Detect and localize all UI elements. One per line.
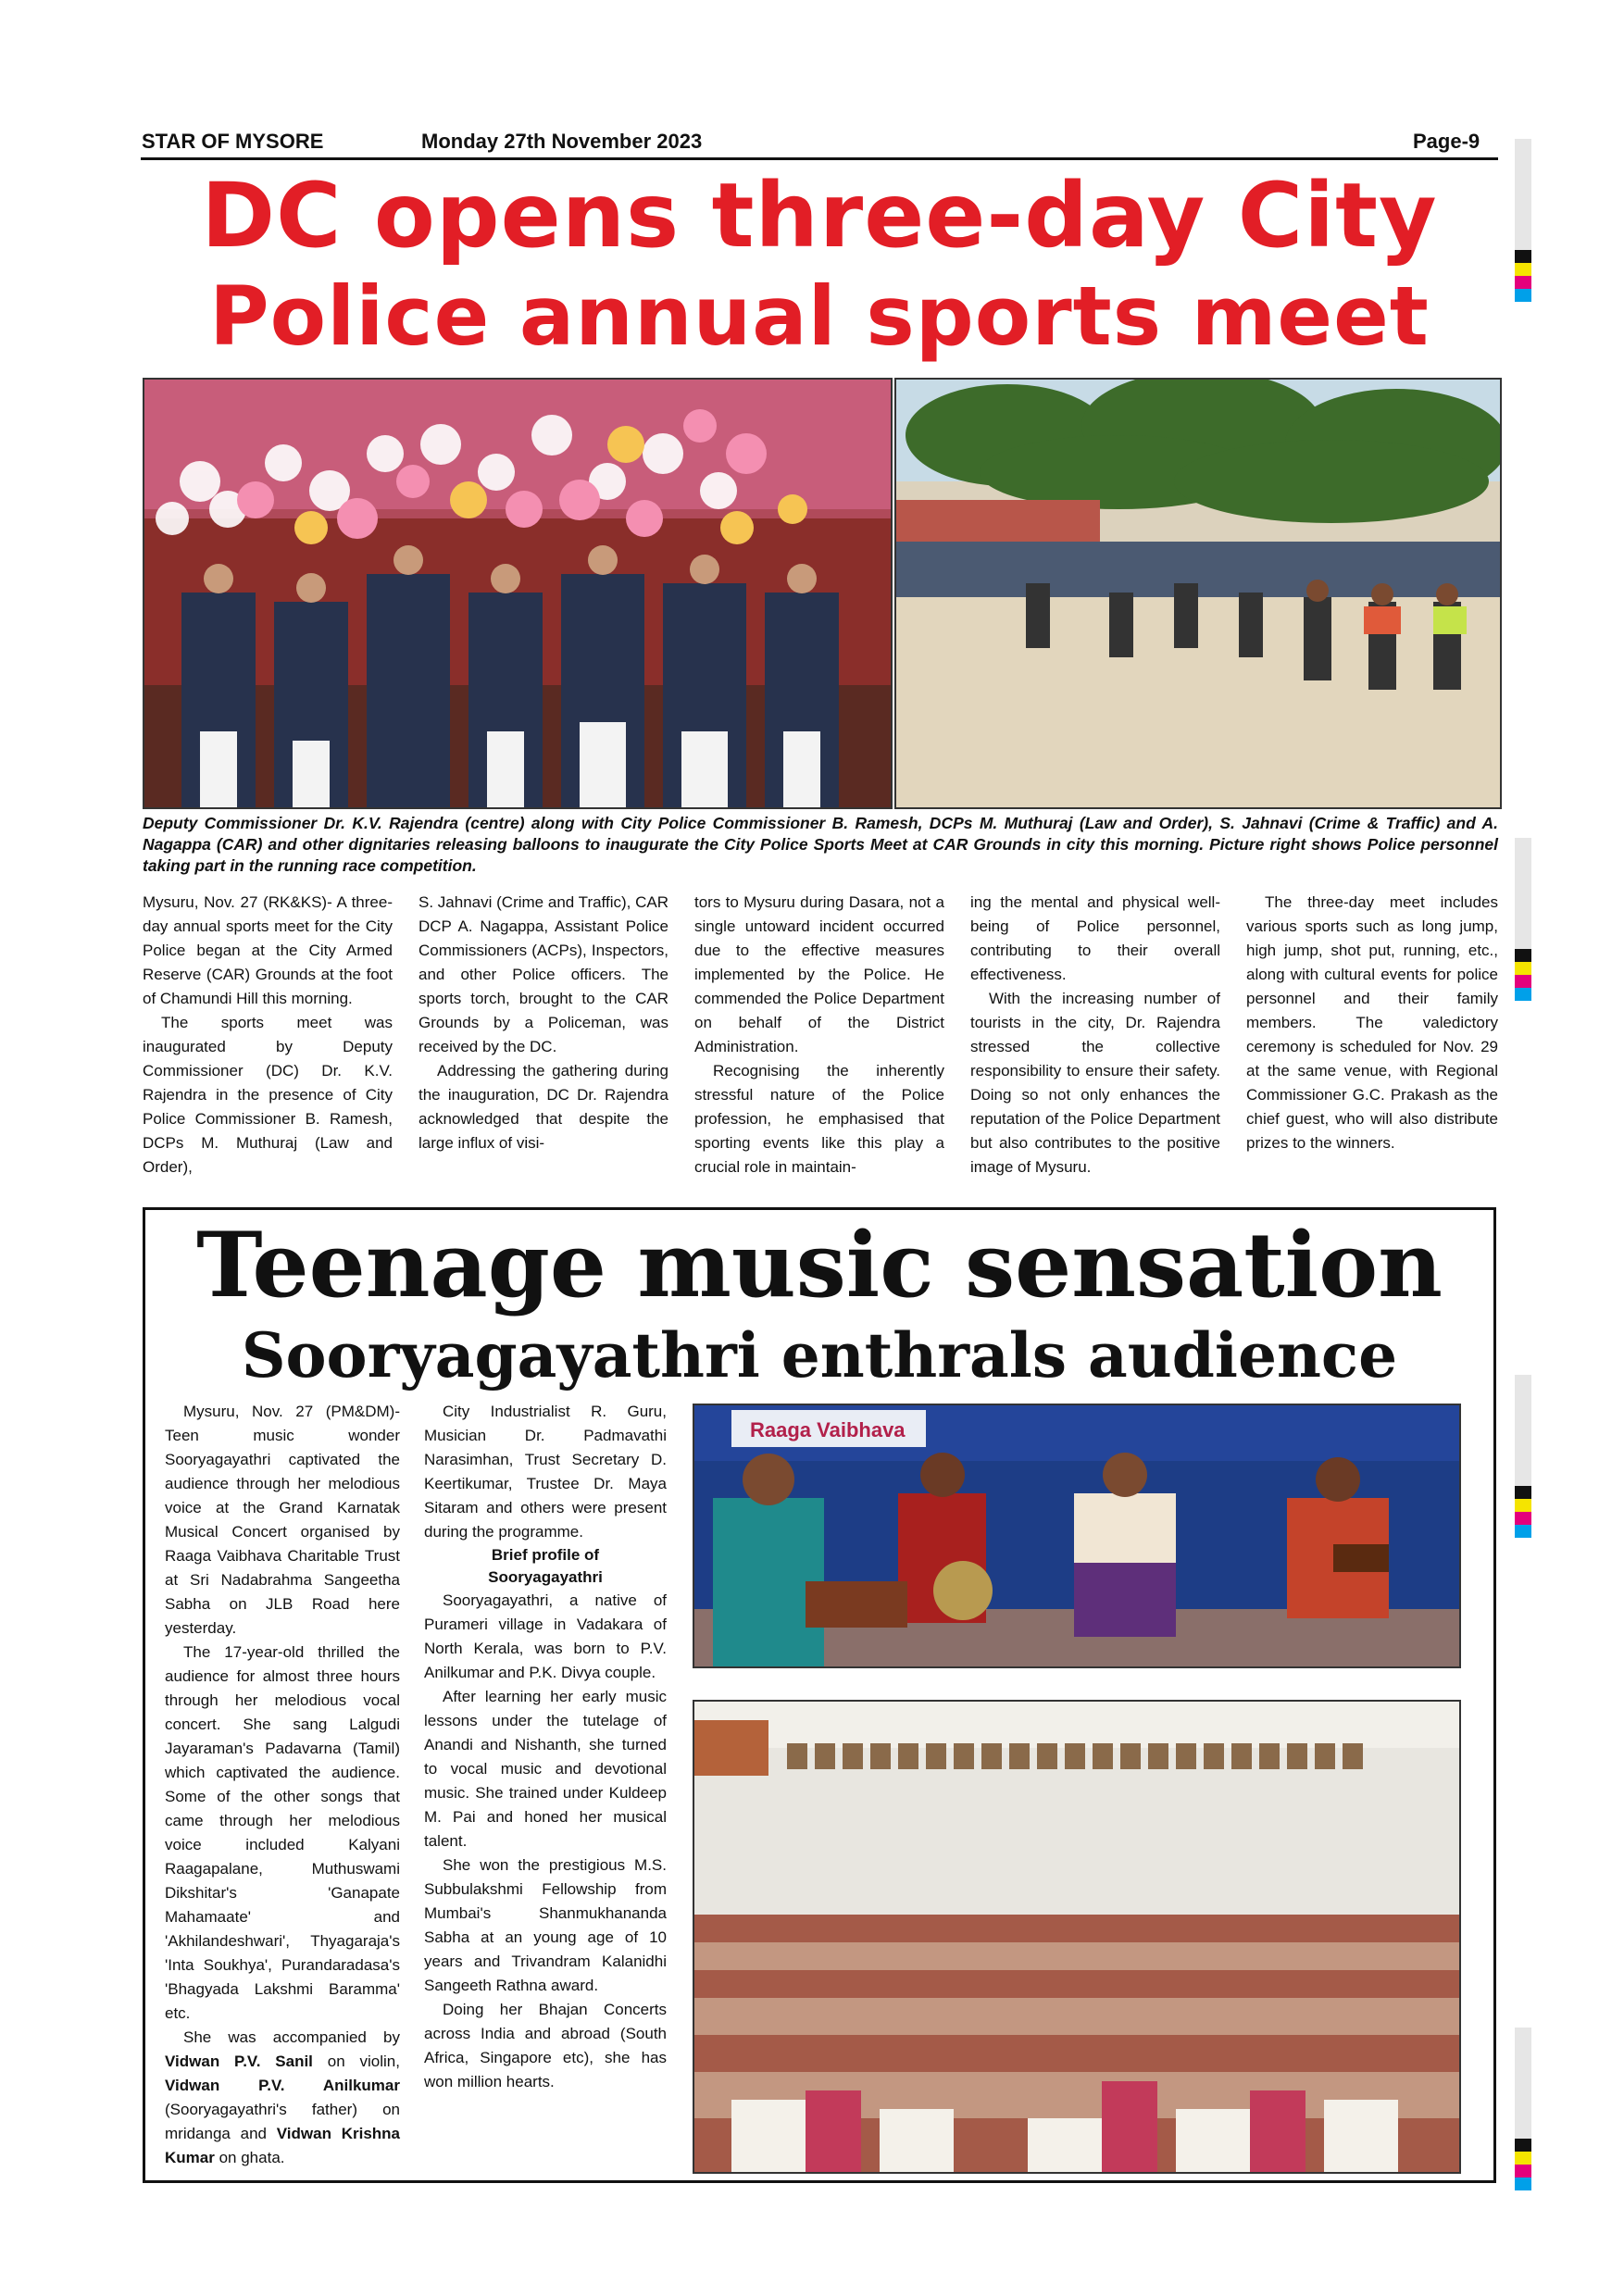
accompanist-name: Vidwan P.V. Sanil — [165, 2053, 313, 2070]
story1-col4-para: ing the mental and physical well-being of Police personnel, contributing to their overall effectiveness. — [970, 893, 1220, 983]
story1-headline-line2: Police annual sports meet — [209, 268, 1430, 364]
photo-balloon-release — [143, 378, 893, 809]
text-run: (Sooryagayathri's father) on mridanga and — [165, 2101, 400, 2142]
story2-column-1 — [165, 1400, 400, 2170]
story1-col4-para: With the increasing number of tourists in the city, Dr. Rajendra stressed the collective responsibility to ensure their safety. Doing so not only enhances the reputation of the Police Department but also contributes to the positive image of Mysuru. — [970, 990, 1220, 1176]
photo-running-race — [894, 378, 1502, 809]
story2-col2-para: City Industrialist R. Guru, Musician Dr. Padmavathi Narasimhan, Trust Secretary D. Keertikumar, Trustee Dr. Maya Sitaram and others were present during the programme. — [424, 1403, 667, 1541]
paper-name: STAR OF MYSORE — [142, 130, 324, 153]
story2-col1-para: Mysuru, Nov. 27 (PM&DM)- Teen music wonder Sooryagayathri captivated the audience through her melodious voice at the Grand Karnatak Musical Concert organised by Raaga Vaibhava Charitable Trust at Sri Nadabrahma Sangeetha Sabha on JLB Road here yesterday. — [165, 1403, 400, 1637]
profile-subhead: Brief profile of — [491, 1546, 600, 1564]
story2-col2-para: She won the prestigious M.S. Subbulakshmi Fellowship from Mumbai's Shanmukhananda Sabha at an young age of 10 years and Trivandram Kalanidhi Sangeeth Rathna award. — [424, 1856, 667, 1994]
photo-concert-stage — [693, 1404, 1461, 1668]
story1-headline-line1: DC opens three-day City — [201, 164, 1438, 268]
story1-col3-para: tors to Mysuru during Dasara, not a single untoward incident occurred due to the effective measures implemented by the Police. He commended the Police Department on behalf of the District Administration. — [694, 893, 944, 1055]
story2-col2-para: Sooryagayathri, a native of Purameri village in Vadakara of North Kerala, was born to P.V. Anilkumar and P.K. Divya couple. — [424, 1591, 667, 1681]
text-run: She was accompanied by — [183, 2028, 400, 2046]
story2-col2-para: After learning her early music lessons under the tutelage of Anandi and Nishanth, she turned to vocal music and devotional music. She trained under Kuldeep M. Pai and honed her musical talent. — [424, 1688, 667, 1850]
story2-accompanists-para — [165, 2026, 400, 2170]
accompanist-name: Vidwan P.V. Anilkumar — [165, 2077, 400, 2094]
story2-col2-para: Doing her Bhajan Concerts across India and abroad (South Africa, Singapore etc), she has won million hearts. — [424, 2001, 667, 2090]
header-rule — [141, 157, 1498, 160]
story1-col1-para: The sports meet was inaugurated by Deputy Commissioner (DC) Dr. K.V. Rajendra in the presence of City Police Commissioner B. Ramesh, DCPs M. Muthuraj (Law and Order), — [143, 1014, 393, 1176]
story1-caption: Deputy Commissioner Dr. K.V. Rajendra (centre) along with City Police Commissioner B. Ramesh, DCPs M. Muthuraj (Law and Order), S. Jahnavi (Crime & Traffic) and A. Nagappa (CAR) and other dignitaries releasing balloons to inaugurate the City Police Sports Meet at CAR Grounds in city this morning. Picture right shows Police personnel taking part in the running race competition. — [143, 814, 1498, 875]
story1-column-1 — [143, 891, 393, 1179]
story1-column-3 — [694, 891, 944, 1179]
story1-col3-para: Recognising the inherently stressful nature of the Police profession, he emphasised that sporting events like this play a crucial role in maintain- — [694, 1062, 944, 1176]
issue-date: Monday 27th November 2023 — [421, 130, 703, 153]
story2-headline-line1: Teenage music sensation — [196, 1213, 1443, 1317]
story2-column-2 — [424, 1400, 667, 2094]
story1-column-4 — [970, 891, 1220, 1179]
accompanist-name: Vidwan Krishna Kumar — [165, 2125, 400, 2166]
story1-col5-para: The three-day meet includes various sports such as long jump, high jump, shot put, running, etc., along with cultural events for police personnel and their family members. The valedictory ceremony is scheduled for Nov. 29 at the same venue, with Regional Commissioner G.C. Prakash as the chief guest, who will also distribute prizes to the winners. — [1246, 893, 1498, 1152]
story1-col2-para: S. Jahnavi (Crime and Traffic), CAR DCP A. Nagappa, Assistant Police Commissioners (ACPs), Inspectors, and other Police officers. The sports torch, brought to the CAR Grounds by a Policeman, was received by the DC. — [418, 893, 668, 1055]
text-run: on ghata. — [219, 2149, 285, 2166]
page-number: Page-9 — [1413, 130, 1480, 153]
text-run: on violin, — [327, 2053, 400, 2070]
story1-col1-para: Mysuru, Nov. 27 (RK&KS)- A three-day annual sports meet for the City Police began at the City Armed Reserve (CAR) Grounds at the foot of Chamundi Hill this morning. — [143, 893, 393, 1007]
story1-column-2 — [418, 891, 668, 1155]
banner-text: Raaga Vaibhava — [750, 1418, 906, 1441]
photo-concert-audience — [693, 1700, 1461, 2174]
story2-headline-line2: Sooryagayathri enthrals audience — [241, 1319, 1398, 1391]
story1-col2-para: Addressing the gathering during the inauguration, DC Dr. Rajendra acknowledged that despite the large influx of visi- — [418, 1062, 668, 1152]
story2-col1-para: The 17-year-old thrilled the audience for almost three hours through her melodious vocal concert. She sang Lalgudi Jayaraman's Padavarna (Tamil) which captivated the audience. Some of the other songs that came through her melodious voice included Kalyani Raagapalane, Muthuswami Dikshitar's 'Ganapate Mahamaate' and 'Akhilandeshwari', Thyagaraja's 'Inta Soukhya', Purandaradasa's 'Bhagyada Lakshmi Baramma' etc. — [165, 1643, 400, 2022]
profile-subhead: Sooryagayathri — [488, 1568, 603, 1586]
story1-column-5 — [1246, 891, 1498, 1155]
